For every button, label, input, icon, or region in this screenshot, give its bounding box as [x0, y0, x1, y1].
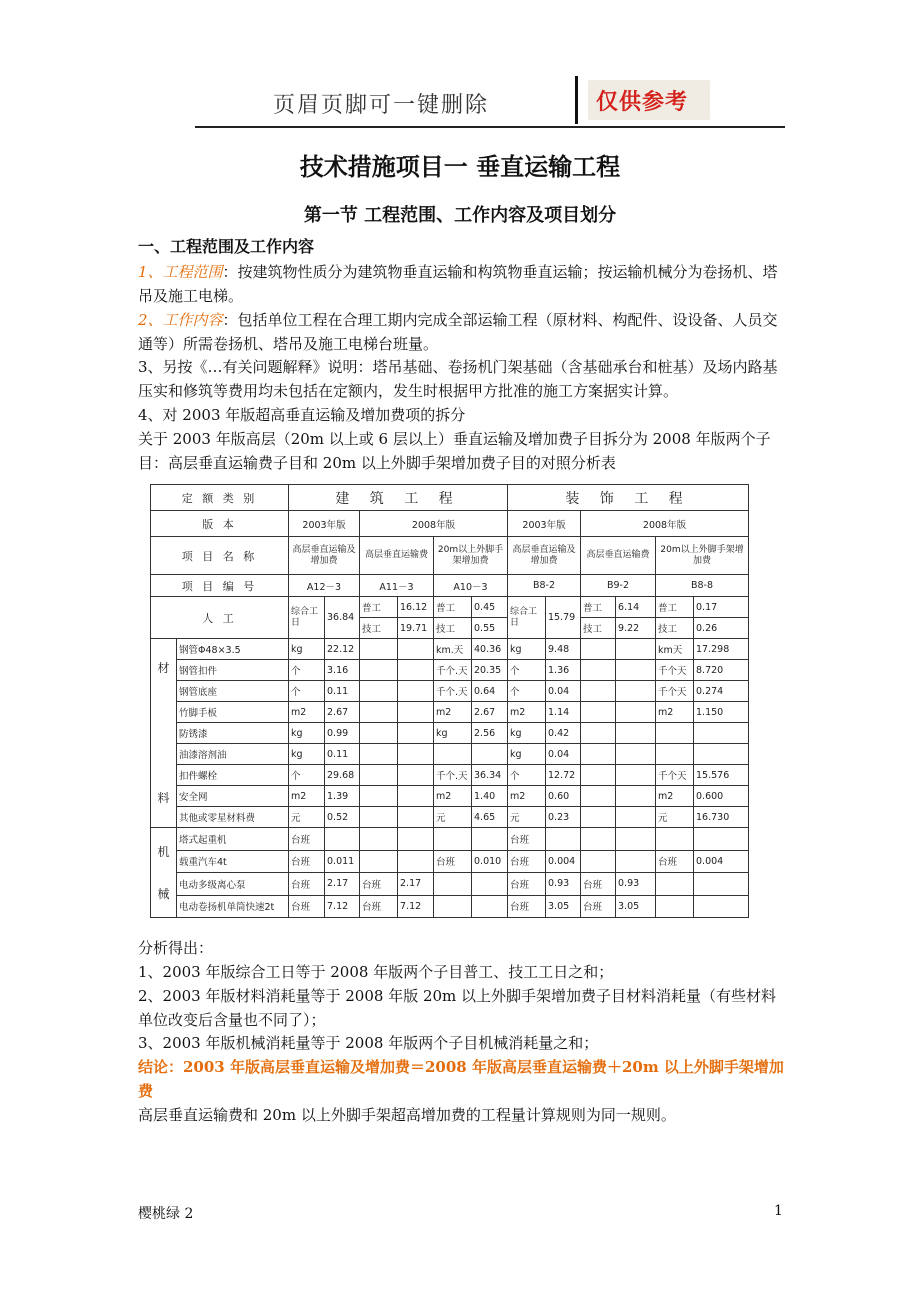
- cell-d3u: 千个天: [656, 681, 694, 702]
- cell-b2: 7.12: [398, 895, 434, 918]
- cell-b2: [398, 786, 434, 807]
- header-build: 建 筑 工 程: [289, 485, 508, 511]
- cell-d3u: [656, 828, 694, 851]
- analysis-title: 分析得出：: [138, 939, 214, 957]
- build-2008: 2008年版: [360, 511, 508, 537]
- cell-b2u: [360, 807, 398, 828]
- paragraph-note: 3、另按《…有关问题解释》说明：塔吊基础、卷扬机门架基础（含基础承台和桩基）及场内路基压实和修筑等费用均未包括在定额内，发生时根据甲方批准的施工方案据实计算。: [138, 358, 778, 400]
- labor-d2-pu-label: 普工: [581, 597, 616, 618]
- scope-label: 1、工程范围: [138, 263, 223, 281]
- cell-b3u: 台班: [434, 850, 472, 873]
- category-material: [151, 639, 177, 828]
- cell-b2: [398, 681, 434, 702]
- labor-b1: 36.84: [325, 597, 360, 639]
- cell-b1: 0.52: [325, 807, 360, 828]
- cell-b2: [398, 744, 434, 765]
- cell-b1: [325, 828, 360, 851]
- labor-b3-pu-label: 普工: [434, 597, 472, 618]
- material-row: [151, 786, 749, 807]
- cell-d1u: m2: [508, 702, 546, 723]
- cell-d2: [616, 639, 656, 660]
- cell-d1u: kg: [508, 639, 546, 660]
- cell-b2u: 台班: [360, 873, 398, 896]
- cell-d3u: [656, 744, 694, 765]
- cell-b3: 0.64: [472, 681, 508, 702]
- name-d3: 20m以上外脚手架增加费: [656, 537, 749, 575]
- cell-d2: [616, 660, 656, 681]
- cell-b2u: [360, 702, 398, 723]
- cell-d3u: 千个天: [656, 660, 694, 681]
- row-name: 电动多级离心泵: [177, 873, 289, 896]
- material-row: [151, 807, 749, 828]
- material-row: [151, 744, 749, 765]
- row-name: 载重汽车4t: [177, 850, 289, 873]
- row-name: 钢管扣件: [177, 660, 289, 681]
- cell-b3: 0.010: [472, 850, 508, 873]
- section-title: 第一节 工程范围、工作内容及项目划分: [303, 205, 617, 226]
- cell-d2u: [581, 765, 616, 786]
- cell-d3u: [656, 873, 694, 896]
- cell-d2u: [581, 807, 616, 828]
- cell-d2u: [581, 681, 616, 702]
- cell-d1: 0.93: [546, 873, 581, 896]
- cell-b3u: km.天: [434, 639, 472, 660]
- code-d3: B8-8: [656, 575, 749, 597]
- name-d1: 高层垂直运输及增加费: [508, 537, 581, 575]
- analysis-3: 3、2003 年版机械消耗量等于 2008 年版两个子目机械消耗量之和；: [138, 1034, 599, 1052]
- cell-b1u: 个: [289, 681, 325, 702]
- cell-b3u: 千个.天: [434, 681, 472, 702]
- cell-b1: 0.11: [325, 744, 360, 765]
- header-name: 项 目 名 称: [151, 537, 289, 575]
- cell-b3u: [434, 744, 472, 765]
- paragraph-split: 4、对 2003 年版超高垂直运输及增加费项的拆分: [138, 406, 466, 424]
- cell-b3u: m2: [434, 702, 472, 723]
- row-name: 竹脚手板: [177, 702, 289, 723]
- cell-b3u: [434, 873, 472, 896]
- cell-d1: 0.60: [546, 786, 581, 807]
- document-title: 技术措施项目一 垂直运输工程: [299, 153, 621, 181]
- cell-b2: [398, 723, 434, 744]
- cell-d1: 0.004: [546, 850, 581, 873]
- cell-b2u: [360, 850, 398, 873]
- name-b1: 高层垂直运输及增加费: [289, 537, 360, 575]
- cell-d3u: [656, 723, 694, 744]
- labor-b3-pu: 0.45: [472, 597, 508, 618]
- cell-b1u: kg: [289, 723, 325, 744]
- header-badge: [588, 80, 710, 120]
- cell-b3u: [434, 895, 472, 918]
- cell-d3u: 千个天: [656, 765, 694, 786]
- analysis-2: 2、2003 年版材料消耗量等于 2008 年版 20m 以上外脚手架增加费子目材料消耗量（有些材料单位改变后含量也不同了）；: [138, 987, 777, 1029]
- row-name: 油漆溶剂油: [177, 744, 289, 765]
- material-row: [151, 765, 749, 786]
- cell-d2: [616, 786, 656, 807]
- cell-b3u: 千个.天: [434, 660, 472, 681]
- cell-d1u: 个: [508, 681, 546, 702]
- cell-b2: 2.17: [398, 873, 434, 896]
- cell-d1: [546, 828, 581, 851]
- labor-b2-pu: 16.12: [398, 597, 434, 618]
- cell-b2: [398, 850, 434, 873]
- cell-b1: 7.12: [325, 895, 360, 918]
- cell-b3: [472, 873, 508, 896]
- cell-d3: [694, 895, 749, 918]
- cell-b3u: 千个.天: [434, 765, 472, 786]
- material-row: [151, 639, 749, 660]
- row-name: 钢管底座: [177, 681, 289, 702]
- page-number: 1: [774, 1203, 783, 1219]
- header-code: 项 目 编 号: [151, 575, 289, 597]
- cell-d2: [616, 681, 656, 702]
- cell-b2: [398, 702, 434, 723]
- cell-d3u: 台班: [656, 850, 694, 873]
- cell-b1: 0.99: [325, 723, 360, 744]
- cell-d2u: [581, 702, 616, 723]
- cell-d1u: 台班: [508, 873, 546, 896]
- cell-b2: [398, 660, 434, 681]
- cell-d1u: m2: [508, 786, 546, 807]
- category-char: 械: [157, 886, 170, 901]
- cell-b1u: 台班: [289, 828, 325, 851]
- cell-b2u: 台班: [360, 895, 398, 918]
- cell-b2u: [360, 639, 398, 660]
- labor-d2-pu: 6.14: [616, 597, 656, 618]
- cell-b1u: 元: [289, 807, 325, 828]
- cell-d3: 15.576: [694, 765, 749, 786]
- work-label: 2、工作内容: [138, 311, 223, 329]
- materials-section: [151, 639, 749, 828]
- cell-b1: 2.17: [325, 873, 360, 896]
- cell-b2u: [360, 681, 398, 702]
- cell-d3u: km天: [656, 639, 694, 660]
- cell-d2: [616, 850, 656, 873]
- header-edition: 版 本: [151, 511, 289, 537]
- cell-d1: 0.23: [546, 807, 581, 828]
- cell-b2u: [360, 786, 398, 807]
- labor-d3-pu: 0.17: [694, 597, 749, 618]
- labor-b2-ji: 19.71: [398, 618, 434, 639]
- row-name: 钢管Φ48×3.5: [177, 639, 289, 660]
- cell-d3: [694, 873, 749, 896]
- cell-b1u: m2: [289, 702, 325, 723]
- header-rule: [195, 126, 785, 128]
- labor-d2-ji-label: 技工: [581, 618, 616, 639]
- cell-d1u: 台班: [508, 895, 546, 918]
- header-decor: 装 饰 工 程: [508, 485, 749, 511]
- cell-d2u: [581, 744, 616, 765]
- cell-d3u: m2: [656, 702, 694, 723]
- cell-b1: 1.39: [325, 786, 360, 807]
- cell-b3: 2.56: [472, 723, 508, 744]
- header-text: 页眉页脚可一键删除: [273, 93, 490, 118]
- material-row: [151, 660, 749, 681]
- cell-d1: 0.42: [546, 723, 581, 744]
- cell-b2: [398, 807, 434, 828]
- labor-label: 人 工: [151, 597, 289, 639]
- paragraph-compare: 关于 2003 年版高层（20m 以上或 6 层以上）垂直运输及增加费子目拆分为 2008 年版两个子目：高层垂直运输费子目和 20m 以上外脚手架增加费子目的对照分析表: [138, 430, 771, 472]
- cell-d1u: 元: [508, 807, 546, 828]
- cell-b3: 20.35: [472, 660, 508, 681]
- cell-d1: 0.04: [546, 744, 581, 765]
- header-type: 定 额 类 别: [151, 485, 289, 511]
- page-header: [195, 76, 785, 136]
- row-name: 防锈漆: [177, 723, 289, 744]
- cell-b3: 2.67: [472, 702, 508, 723]
- cell-b3: 4.65: [472, 807, 508, 828]
- cell-b1: 2.67: [325, 702, 360, 723]
- conclusion: 结论：2003 年版高层垂直运输及增加费＝2008 年版高层垂直运输费＋20m 以上外脚手架增加费: [138, 1058, 784, 1100]
- labor-b3-ji-label: 技工: [434, 618, 472, 639]
- heading-scope: 一、工程范围及工作内容: [138, 237, 315, 256]
- code-b3: A10－3: [434, 575, 508, 597]
- cell-b3u: 元: [434, 807, 472, 828]
- cell-d2: [616, 702, 656, 723]
- scope-text: ：按建筑物性质分为建筑物垂直运输和构筑物垂直运输；按运输机械分为卷扬机、塔吊及施工电梯。: [138, 263, 778, 305]
- cell-d2: [616, 828, 656, 851]
- comparison-table: [150, 484, 749, 918]
- labor-d1: 15.79: [546, 597, 581, 639]
- cell-b1u: 个: [289, 765, 325, 786]
- cell-d3: 16.730: [694, 807, 749, 828]
- cell-b1: 29.68: [325, 765, 360, 786]
- labor-d3-ji: 0.26: [694, 618, 749, 639]
- cell-d1u: 台班: [508, 828, 546, 851]
- cell-b3: 1.40: [472, 786, 508, 807]
- cell-d3: 17.298: [694, 639, 749, 660]
- category-char: 机: [157, 844, 170, 859]
- category-char: 材: [157, 661, 170, 675]
- cell-b3u: m2: [434, 786, 472, 807]
- cell-d2: [616, 807, 656, 828]
- material-row: [151, 702, 749, 723]
- cell-d3: 8.720: [694, 660, 749, 681]
- cell-d2: [616, 744, 656, 765]
- category-char: 料: [157, 791, 170, 805]
- machines-section: [151, 828, 749, 918]
- cell-d1: 0.04: [546, 681, 581, 702]
- cell-d1u: kg: [508, 723, 546, 744]
- work-text: ：包括单位工程在合理工期内完成全部运输工程（原材料、构配件、设设备、人员交通等）所需卷扬机、塔吊及施工电梯台班量。: [138, 311, 778, 353]
- cell-d3: [694, 723, 749, 744]
- header-divider: [575, 76, 578, 124]
- cell-b2: [398, 828, 434, 851]
- cell-b1u: kg: [289, 744, 325, 765]
- cell-b1u: 台班: [289, 873, 325, 896]
- cell-d1u: kg: [508, 744, 546, 765]
- cell-b2u: [360, 765, 398, 786]
- cell-d1u: 台班: [508, 850, 546, 873]
- row-name: 其他或零星材料费: [177, 807, 289, 828]
- cell-d3u: 元: [656, 807, 694, 828]
- cell-b1u: kg: [289, 639, 325, 660]
- cell-b2u: [360, 723, 398, 744]
- cell-b3: 36.34: [472, 765, 508, 786]
- cell-d3: 0.600: [694, 786, 749, 807]
- cell-b3u: [434, 828, 472, 851]
- labor-d2-ji: 9.22: [616, 618, 656, 639]
- cell-b3: [472, 895, 508, 918]
- cell-d3: 0.004: [694, 850, 749, 873]
- name-d2: 高层垂直运输费: [581, 537, 656, 575]
- cell-d3: 0.274: [694, 681, 749, 702]
- cell-d2u: [581, 639, 616, 660]
- cell-b3: [472, 744, 508, 765]
- decor-2003: 2003年版: [508, 511, 581, 537]
- code-d1: B8-2: [508, 575, 581, 597]
- cell-d2u: 台班: [581, 895, 616, 918]
- cell-d1: 3.05: [546, 895, 581, 918]
- row-name: 扣件螺栓: [177, 765, 289, 786]
- cell-b1u: 台班: [289, 850, 325, 873]
- name-b2: 高层垂直运输费: [360, 537, 434, 575]
- cell-d1: 1.14: [546, 702, 581, 723]
- cell-d3u: m2: [656, 786, 694, 807]
- cell-b3: [472, 828, 508, 851]
- code-d2: B9-2: [581, 575, 656, 597]
- cell-d3: 1.150: [694, 702, 749, 723]
- category-machine: [151, 828, 177, 918]
- row-name: 电动卷扬机单筒快速2t: [177, 895, 289, 918]
- paragraph-scope: [138, 261, 788, 308]
- labor-d3-pu-label: 普工: [656, 597, 694, 618]
- cell-d3u: [656, 895, 694, 918]
- labor-b2-pu-label: 普工: [360, 597, 398, 618]
- labor-d3-ji-label: 技工: [656, 618, 694, 639]
- material-row: [151, 723, 749, 744]
- cell-b1: 22.12: [325, 639, 360, 660]
- cell-d2u: [581, 850, 616, 873]
- cell-b3u: kg: [434, 723, 472, 744]
- row-name: 塔式起重机: [177, 828, 289, 851]
- cell-b2u: [360, 744, 398, 765]
- rule-note: 高层垂直运输费和 20m 以上外脚手架超高增加费的工程量计算规则为同一规则。: [138, 1106, 676, 1124]
- machine-row: [151, 895, 749, 918]
- cell-d2u: [581, 786, 616, 807]
- cell-d2u: 台班: [581, 873, 616, 896]
- analysis-1: 1、2003 年版综合工日等于 2008 年版两个子目普工、技工工日之和；: [138, 963, 614, 981]
- cell-d1: 9.48: [546, 639, 581, 660]
- cell-d2: [616, 723, 656, 744]
- cell-b1: 0.11: [325, 681, 360, 702]
- cell-b1u: m2: [289, 786, 325, 807]
- labor-zh-b1: 综合工日: [289, 597, 325, 639]
- cell-d2: 3.05: [616, 895, 656, 918]
- footer-left: 樱桃绿 2: [138, 1206, 194, 1222]
- cell-b1u: 个: [289, 660, 325, 681]
- cell-d2: [616, 765, 656, 786]
- code-b1: A12－3: [289, 575, 360, 597]
- cell-b2: [398, 639, 434, 660]
- cell-b1u: 台班: [289, 895, 325, 918]
- cell-d1: 1.36: [546, 660, 581, 681]
- machine-row: [151, 828, 749, 851]
- machine-row: [151, 850, 749, 873]
- cell-d3: [694, 828, 749, 851]
- paragraph-work: [138, 309, 788, 356]
- cell-d1u: 个: [508, 660, 546, 681]
- labor-b3-ji: 0.55: [472, 618, 508, 639]
- labor-zh-d1: 综合工日: [508, 597, 546, 639]
- cell-d1: 12.72: [546, 765, 581, 786]
- cell-b2u: [360, 828, 398, 851]
- cell-b2u: [360, 660, 398, 681]
- cell-b3: 40.36: [472, 639, 508, 660]
- cell-b2: [398, 765, 434, 786]
- cell-b1: 3.16: [325, 660, 360, 681]
- build-2003: 2003年版: [289, 511, 360, 537]
- labor-b2-ji-label: 技工: [360, 618, 398, 639]
- cell-d2u: [581, 660, 616, 681]
- decor-2008: 2008年版: [581, 511, 749, 537]
- header-badge-text: 仅供参考: [596, 90, 689, 115]
- name-b3: 20m以上外脚手架增加费: [434, 537, 508, 575]
- row-name: 安全网: [177, 786, 289, 807]
- code-b2: A11－3: [360, 575, 434, 597]
- cell-d2: 0.93: [616, 873, 656, 896]
- cell-b1: 0.011: [325, 850, 360, 873]
- machine-row: [151, 873, 749, 896]
- cell-d2u: [581, 723, 616, 744]
- cell-d3: [694, 744, 749, 765]
- material-row: [151, 681, 749, 702]
- cell-d2u: [581, 828, 616, 851]
- cell-d1u: 个: [508, 765, 546, 786]
